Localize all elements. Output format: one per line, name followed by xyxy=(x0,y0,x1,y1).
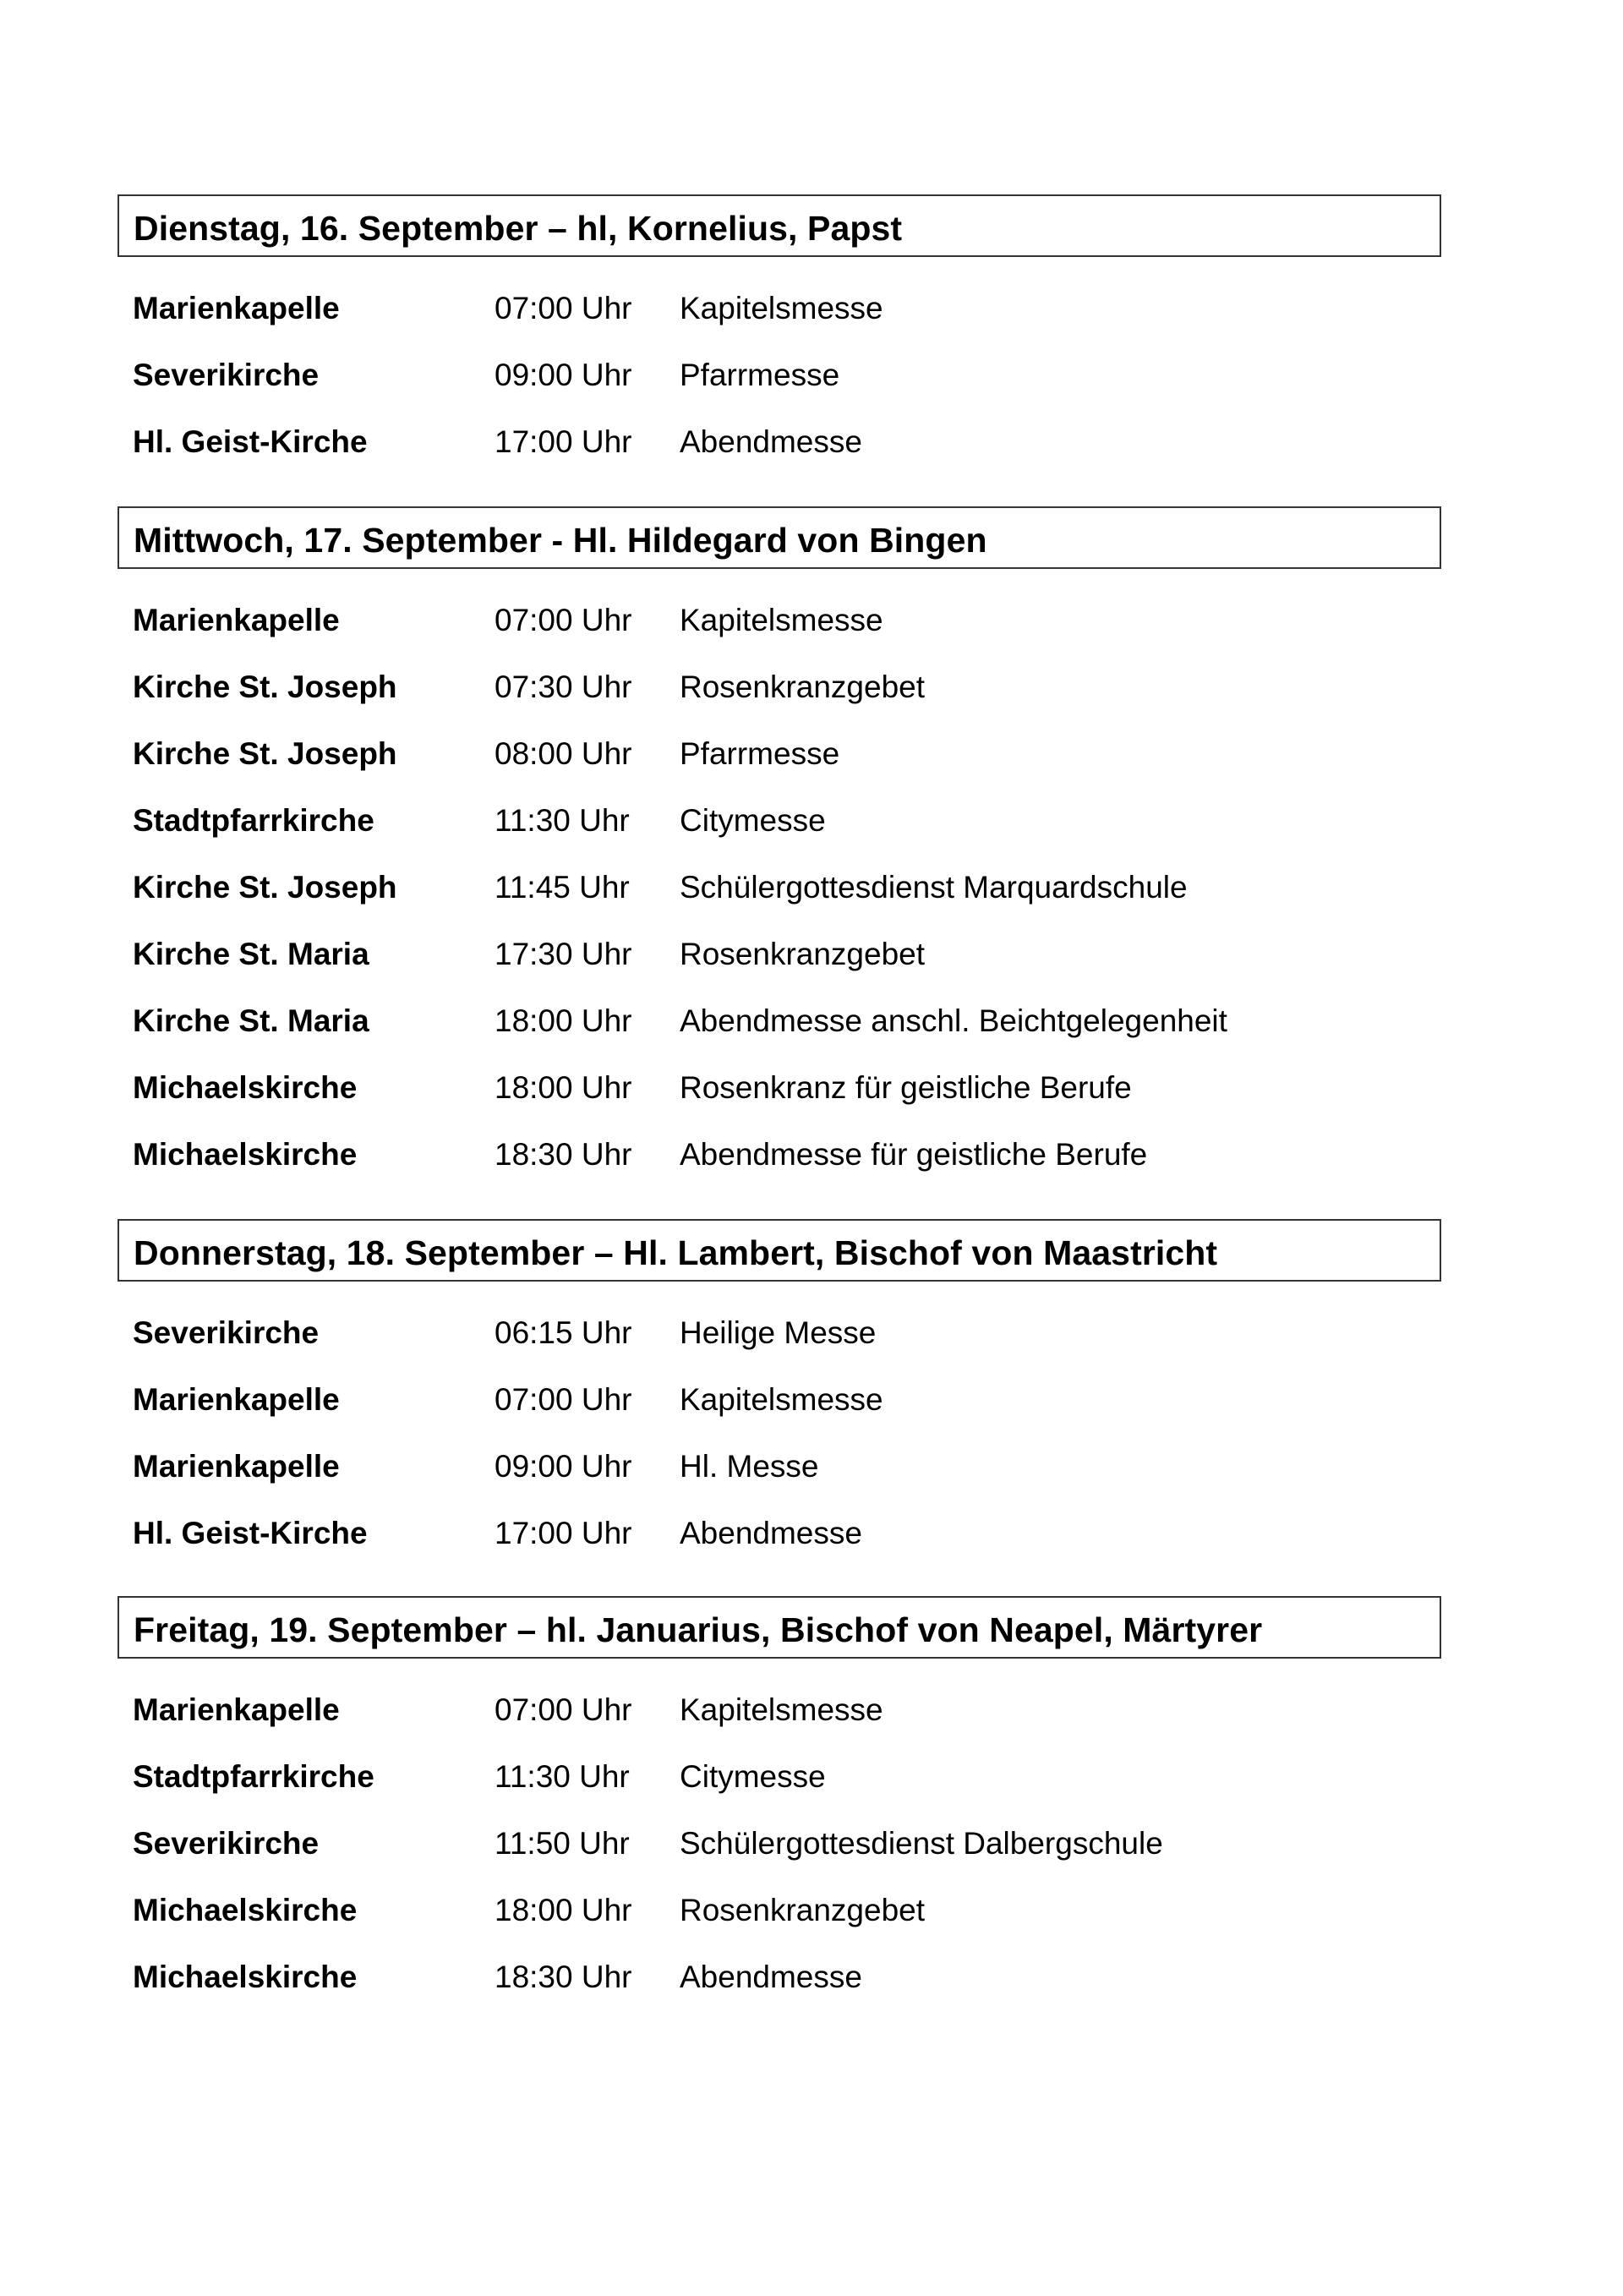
event-time: 17:00 Uhr xyxy=(495,1516,632,1550)
day-header-box xyxy=(117,1219,1441,1282)
event-description: Schülergottesdienst Marquardschule xyxy=(680,870,1188,905)
church-name: Marienkapelle xyxy=(133,1449,340,1484)
event-description: Abendmesse anschl. Beichtgelegenheit xyxy=(680,1003,1227,1038)
church-name: Marienkapelle xyxy=(133,1692,340,1727)
event-description: Pfarrmesse xyxy=(680,736,840,771)
event-description: Kapitelsmesse xyxy=(680,603,883,637)
day-title: Freitag, 19. September – hl. Januarius, Bischof von Neapel, Märtyrer xyxy=(134,1610,1263,1649)
schedule-row xyxy=(0,1001,1623,1041)
event-description: Rosenkranzgebet xyxy=(680,937,926,971)
schedule-row xyxy=(0,1957,1623,1998)
schedule-row xyxy=(0,801,1623,841)
event-time: 18:00 Uhr xyxy=(495,1003,632,1038)
schedule-row xyxy=(0,1690,1623,1730)
event-description: Rosenkranz für geistliche Berufe xyxy=(680,1070,1132,1105)
event-time: 07:00 Uhr xyxy=(495,291,632,325)
church-name: Kirche St. Joseph xyxy=(133,670,397,704)
schedule-row xyxy=(0,1446,1623,1487)
event-description: Abendmesse für geistliche Berufe xyxy=(680,1137,1148,1172)
event-description: Kapitelsmesse xyxy=(680,1692,883,1727)
event-description: Rosenkranzgebet xyxy=(680,1893,926,1927)
event-time: 18:00 Uhr xyxy=(495,1070,632,1105)
event-description: Rosenkranzgebet xyxy=(680,670,926,704)
church-name: Stadtpfarrkirche xyxy=(133,803,374,838)
event-description: Pfarrmesse xyxy=(680,358,840,392)
church-name: Kirche St. Maria xyxy=(133,937,369,971)
day-title: Donnerstag, 18. September – Hl. Lambert, Bischof von Maastricht xyxy=(134,1233,1218,1272)
event-description: Abendmesse xyxy=(680,1516,862,1550)
event-description: Kapitelsmesse xyxy=(680,291,883,325)
schedule-row xyxy=(0,1313,1623,1353)
event-time: 17:00 Uhr xyxy=(495,424,632,459)
schedule-row xyxy=(0,734,1623,774)
church-name: Severikirche xyxy=(133,358,320,392)
schedule-row xyxy=(0,667,1623,708)
church-name: Michaelskirche xyxy=(133,1070,358,1105)
event-description: Heilige Messe xyxy=(680,1315,877,1350)
church-name: Stadtpfarrkirche xyxy=(133,1759,374,1794)
schedule-row xyxy=(0,1134,1623,1175)
schedule-row xyxy=(0,355,1623,396)
church-name: Kirche St. Maria xyxy=(133,1003,369,1038)
schedule-row xyxy=(0,1068,1623,1108)
event-time: 11:50 Uhr xyxy=(495,1826,630,1861)
event-time: 11:30 Uhr xyxy=(495,1759,630,1794)
church-name: Michaelskirche xyxy=(133,1960,358,1994)
event-time: 18:00 Uhr xyxy=(495,1893,632,1927)
church-name: Marienkapelle xyxy=(133,1382,340,1417)
church-name: Michaelskirche xyxy=(133,1893,358,1927)
day-header-box xyxy=(117,1596,1441,1659)
church-name: Marienkapelle xyxy=(133,603,340,637)
event-time: 18:30 Uhr xyxy=(495,1137,632,1172)
event-description: Abendmesse xyxy=(680,424,862,459)
event-time: 11:30 Uhr xyxy=(495,803,630,838)
event-time: 08:00 Uhr xyxy=(495,736,632,771)
church-name: Hl. Geist-Kirche xyxy=(133,424,368,459)
church-name: Marienkapelle xyxy=(133,291,340,325)
schedule-row xyxy=(0,867,1623,908)
schedule-row xyxy=(0,1823,1623,1864)
schedule-row xyxy=(0,288,1623,329)
event-time: 06:15 Uhr xyxy=(495,1315,632,1350)
day-header-box xyxy=(117,194,1441,257)
event-time: 07:00 Uhr xyxy=(495,1382,632,1417)
schedule-row xyxy=(0,1757,1623,1797)
schedule-row xyxy=(0,422,1623,462)
event-time: 11:45 Uhr xyxy=(495,870,630,905)
schedule-row xyxy=(0,1380,1623,1420)
event-time: 07:00 Uhr xyxy=(495,1692,632,1727)
church-name: Kirche St. Joseph xyxy=(133,870,397,905)
event-description: Hl. Messe xyxy=(680,1449,819,1484)
event-description: Citymesse xyxy=(680,803,826,838)
event-time: 07:30 Uhr xyxy=(495,670,632,704)
schedule-row xyxy=(0,600,1623,641)
day-header-box xyxy=(117,506,1441,569)
event-time: 18:30 Uhr xyxy=(495,1960,632,1994)
schedule-row xyxy=(0,1513,1623,1554)
church-name: Severikirche xyxy=(133,1826,320,1861)
day-title: Dienstag, 16. September – hl, Kornelius, Papst xyxy=(134,209,903,248)
schedule-row xyxy=(0,934,1623,975)
church-name: Severikirche xyxy=(133,1315,320,1350)
church-name: Hl. Geist-Kirche xyxy=(133,1516,368,1550)
event-description: Kapitelsmesse xyxy=(680,1382,883,1417)
event-description: Abendmesse xyxy=(680,1960,862,1994)
event-description: Citymesse xyxy=(680,1759,826,1794)
schedule-row xyxy=(0,1890,1623,1931)
event-time: 09:00 Uhr xyxy=(495,1449,632,1484)
event-time: 17:30 Uhr xyxy=(495,937,632,971)
day-title: Mittwoch, 17. September - Hl. Hildegard von Bingen xyxy=(134,521,987,560)
church-name: Kirche St. Joseph xyxy=(133,736,397,771)
event-time: 09:00 Uhr xyxy=(495,358,632,392)
church-name: Michaelskirche xyxy=(133,1137,358,1172)
event-description: Schülergottesdienst Dalbergschule xyxy=(680,1826,1163,1861)
event-time: 07:00 Uhr xyxy=(495,603,632,637)
